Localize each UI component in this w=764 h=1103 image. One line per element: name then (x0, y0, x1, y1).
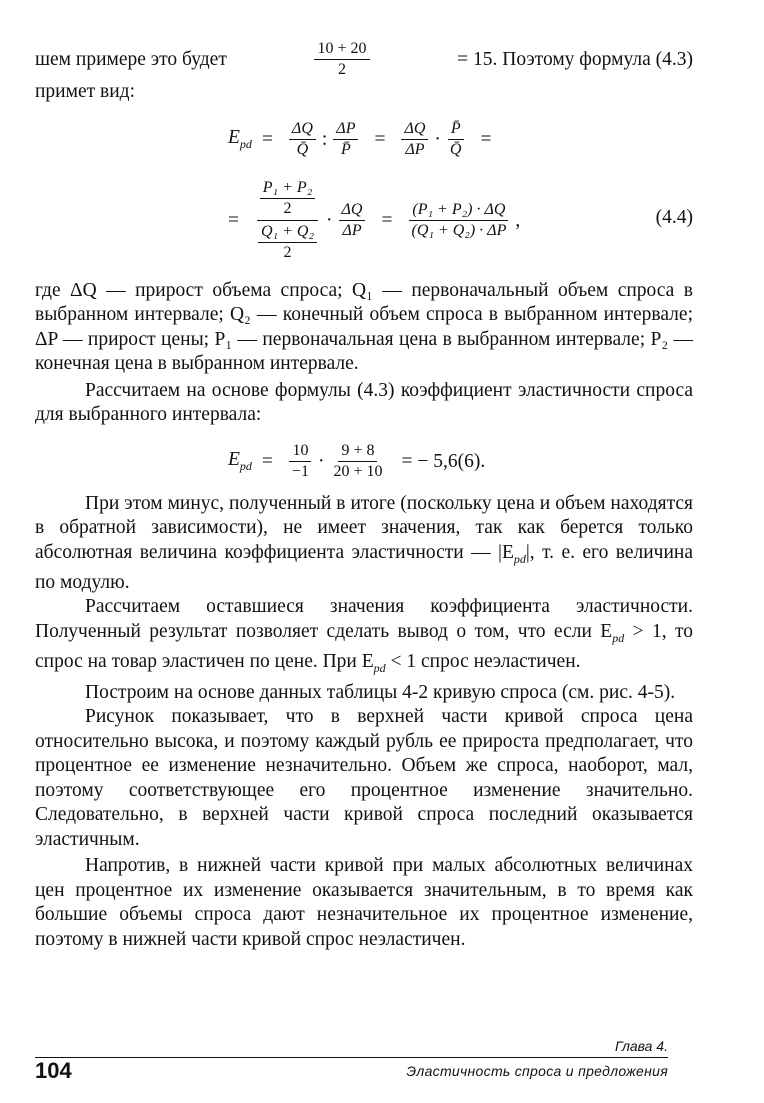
calc-f1: $\frac{10}{-1}$ (289, 442, 312, 481)
paragraph-calc: Рассчитаем на основе формулы (4.3) коэффициент эластичности спроса для выбранного интервала: (35, 379, 693, 425)
paragraph-build: Построим на основе данных таблицы 4-2 кривую спроса (см. рис. 4-5). (85, 681, 676, 703)
formula-number: (4.4) (655, 206, 693, 228)
page-number: 104 (35, 1058, 72, 1083)
calc-f2: $\frac{9 + 8}{20 + 10}$ (333, 442, 383, 480)
intro-fraction (314, 40, 369, 79)
formula-calc: $E_{pd}$ = $\frac{10}{-1}$ · $\frac{9 + 8}{20 + 10}$ = − 5,6(6). (228, 442, 486, 480)
formula-inner-bottom: $\frac{\text{Q₁ + Q₂}}{2}$ (258, 223, 317, 262)
intro-after: = 15. Поэтому формула (4.3) (457, 48, 693, 70)
formula-t4: $\frac{P̄}{Q̄}$ (447, 120, 465, 159)
page-body (35, 40, 693, 952)
intro-line (35, 40, 693, 84)
formula-4-4-line-1: $E_{pd}$ = $\frac{\Delta Q}{Q̄}$ : $\frac{\Delta P}{P̄}$ = $\frac{\Delta Q}{\Delta P}$ · $\frac{P̄}{Q̄}$ = (228, 120, 492, 158)
formula-t3: $\frac{\Delta Q}{\Delta P}$ (401, 120, 428, 159)
formula-lhs: $E_{pd}$ (228, 127, 252, 151)
intro-line-2: примет вид: (35, 81, 135, 102)
footer-chapter: Глава 4. (614, 1038, 668, 1054)
footer-rule (35, 1057, 668, 1058)
formula-t1: $\frac{\Delta Q}{Q̄}$ (289, 120, 316, 159)
intro-before: шем примере это будет (35, 48, 227, 70)
formula-inner-top: $\frac{\text{P₁ + P₂}}{2}$ (260, 179, 315, 218)
formula-4-4-line-2: = $\frac{\frac{\text{P₁ + P₂}}{2}}{\frac{\text{Q₁ + Q₂}}{2}}$ · $\frac{\Delta Q}{\Delta P}$ = $\frac{\text{(P₁ + P₂) · ΔQ}}{\text{(Q₁ + Q₂) · ΔP}}$ , (4.4) (228, 179, 693, 261)
formula-t5: $\frac{\Delta Q}{\Delta P}$ (339, 201, 366, 240)
footer-chapter-title: Эластичность спроса и предложения (406, 1063, 668, 1079)
paragraph-remaining: Рассчитаем оставшиеся значения коэффициента эластичности. Полученный результат позволяет сделать вывод о том, что если $E_{pd} > 1$, то спрос на товар эластичен по цене. При $E_{pd} < 1$ спрос неэластичен. (35, 596, 693, 676)
paragraph-minus: При этом минус, полученный в итоге (поскольку цена и объем находятся в обратной зависимости), не имеет значения, так как берется только абсолютная величина коэффициента эластичности — $|E_{pd}|$, т. е. его величина по модулю. (35, 492, 694, 593)
calc-result: = − 5,6(6). (401, 450, 486, 472)
paragraph-where: где ΔQ — прирост объема спроса; Q₁ — первоначальный объем спроса в выбранном интервале; Q₂ — конечный объем спроса в выбранном интервале; ΔP — прирост цены; P₁ — первоначальная цена в выбранном интервале; P₂ — конечная цена в выбранном интервале. (35, 279, 693, 374)
formula-compound-fraction (255, 179, 320, 262)
formula-colon: : (321, 128, 328, 150)
paragraph-figure: Рисунок показывает, что в верхней части кривой спроса цена относительно высока, и поэтому каждый рубль ее прироста предполагает, что процентное ее изменение незначительно. Объем же спроса, наоборот, мал, поэтому соответствующее его процентное изменение значительно. Следовательно, в верхней части кривой спроса последний оказывается эластичным. (35, 706, 693, 850)
formula-t6: $\frac{\text{(P₁ + P₂) · ΔQ}}{\text{(Q₁ + Q₂) · ΔP}}$ (408, 201, 509, 240)
intro-frac-num: 10 + 20 (314, 40, 369, 60)
paragraph-contrary: Напротив, в нижней части кривой при малых абсолютных величинах цен процентное их изменение оказывается значительным, в то время как большие объемы спроса дают незначительное их процентное изменение, поэтому в нижней части кривой спрос неэластичен. (35, 855, 693, 950)
calc-lhs: $E_{pd}$ (228, 449, 252, 473)
intro-frac-den: 2 (337, 61, 346, 78)
formula-t2: $\frac{\Delta P}{P̄}$ (333, 120, 358, 159)
